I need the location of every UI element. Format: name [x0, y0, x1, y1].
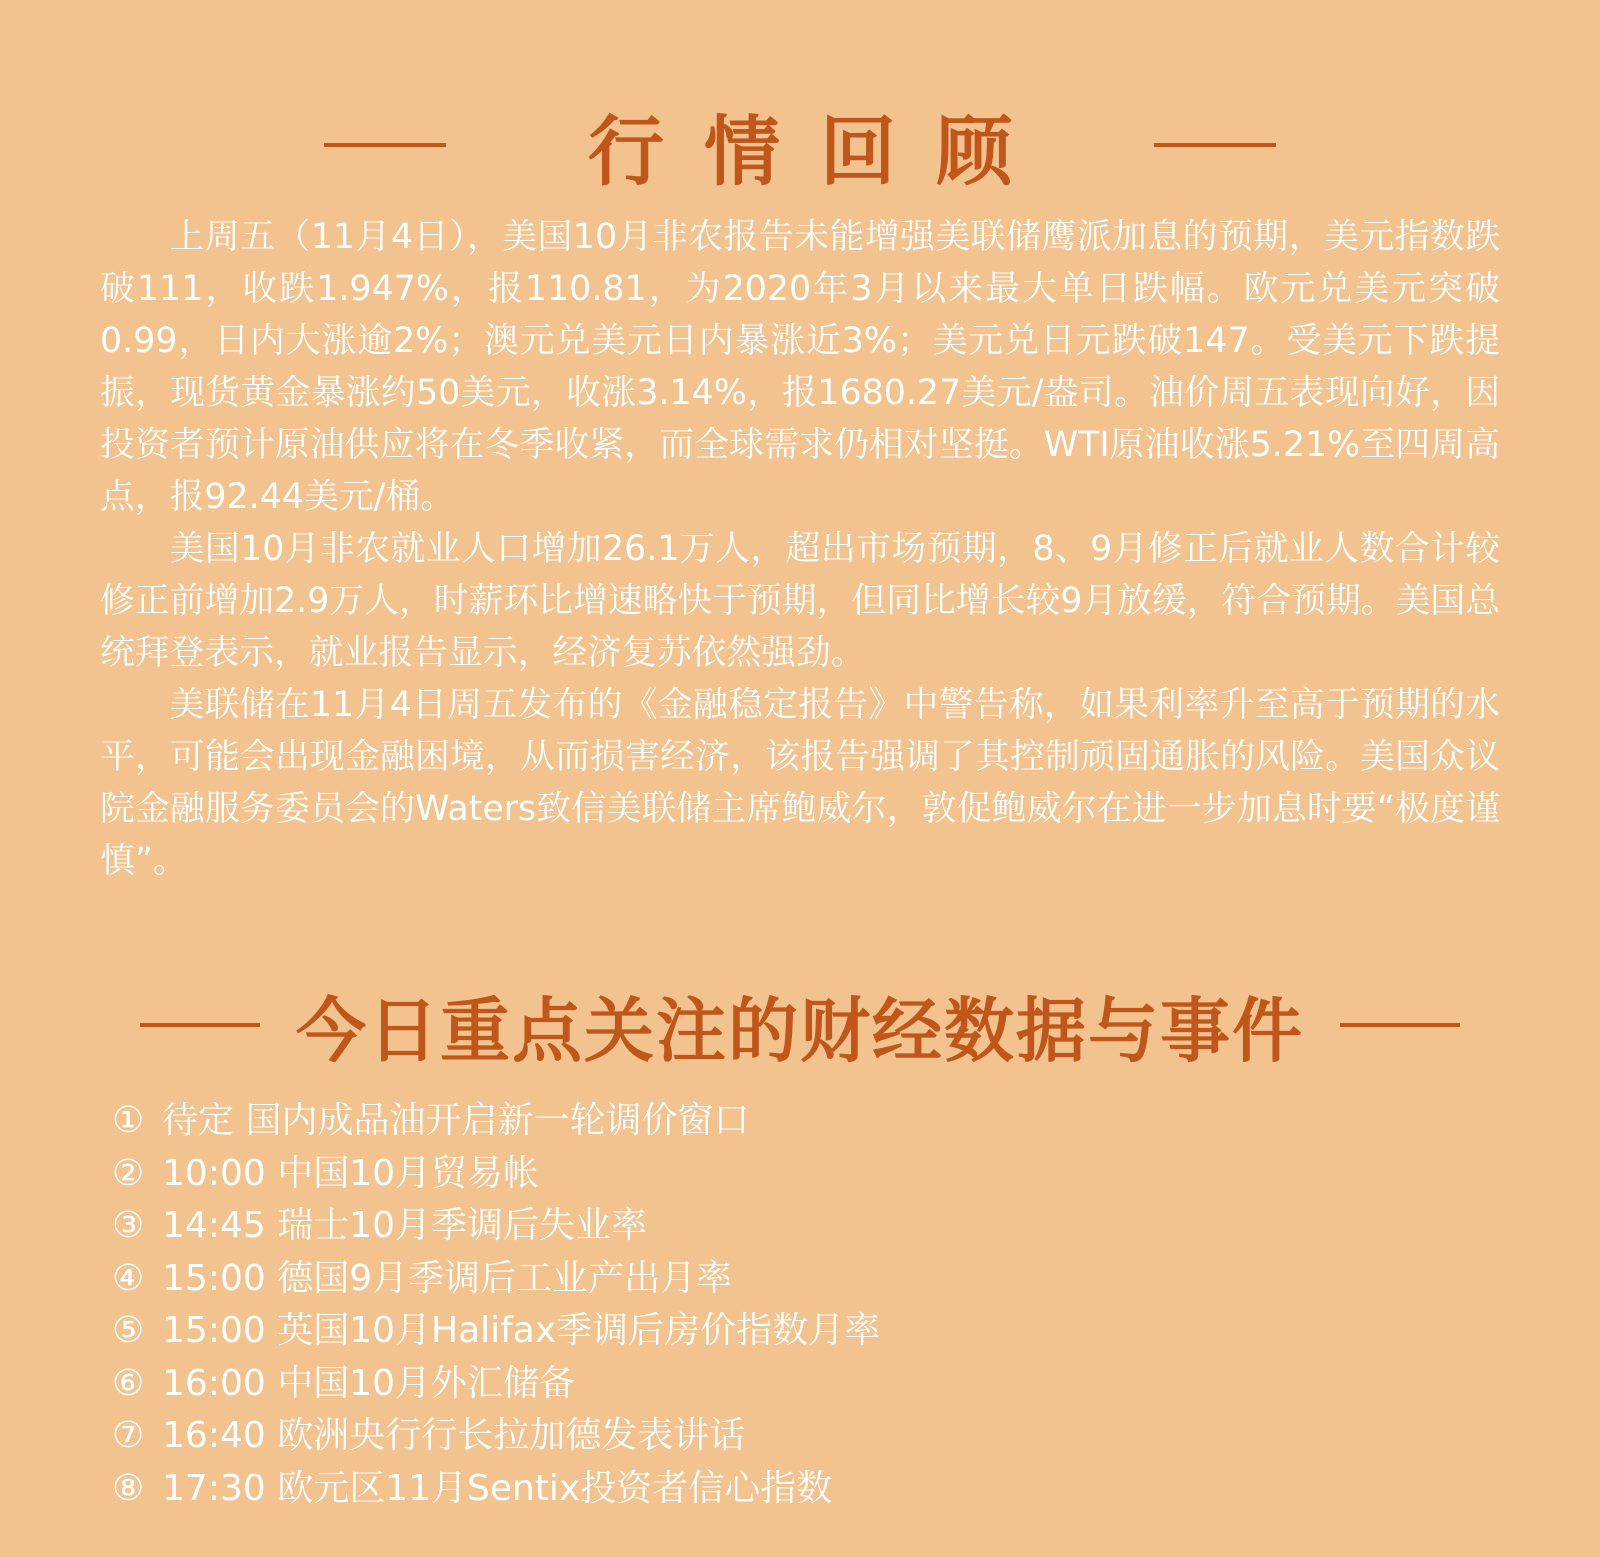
heading-rule-right: [1340, 1023, 1460, 1027]
events-list: [112, 1095, 880, 1515]
event-text: 17:30 欧元区11月Sentix投资者信心指数: [162, 1467, 833, 1509]
event-item: [112, 1463, 880, 1516]
event-number: ③: [112, 1205, 145, 1246]
event-text: 待定 国内成品油开启新一轮调价窗口: [162, 1100, 750, 1141]
event-number: ⑦: [112, 1415, 145, 1456]
event-item: [112, 1305, 880, 1358]
event-item: [112, 1358, 880, 1411]
event-item: [112, 1148, 880, 1201]
event-text: 15:00 德国9月季调后工业产出月率: [162, 1257, 733, 1299]
event-item: [112, 1200, 880, 1253]
event-number: ⑥: [112, 1362, 145, 1404]
heading-rule-left: [140, 1023, 260, 1027]
event-item: [112, 1410, 880, 1463]
event-text: 14:45 瑞士10月季调后失业率: [162, 1205, 647, 1246]
heading-rule-right: [1154, 143, 1276, 147]
event-item: [112, 1253, 880, 1306]
market-review-title: 行情回顾: [588, 106, 1052, 196]
events-title: 今日重点关注的财经数据与事件: [296, 989, 1304, 1072]
event-number: ②: [112, 1152, 145, 1194]
review-paragraph: 美联储在11月4日周五发布的《金融稳定报告》中警告称，如果利率升至高于预期的水平，可能会出现金融困境，从而损害经济，该报告强调了其控制顽固通胀的风险。美国众议院金融服务委员会的Waters致信美联储主席鲍威尔，敦促鲍威尔在进一步加息时要“极度谨慎”。: [100, 685, 1500, 881]
event-number: ④: [112, 1257, 145, 1299]
event-text: 10:00 中国10月贸易帐: [162, 1152, 539, 1194]
review-paragraph: 美国10月非农就业人口增加26.1万人，超出市场预期，8、9月修正后就业人数合计较修正前增加2.9万人，时薪环比增速略快于预期，但同比增长较9月放缓，符合预期。美国总统拜登表示，就业报告显示，经济复苏依然强劲。: [100, 529, 1500, 673]
section-heading-market-review: [0, 100, 1600, 196]
heading-rule-left: [324, 143, 446, 147]
event-number: ①: [112, 1100, 145, 1141]
review-paragraph: 上周五（11月4日），美国10月非农报告未能增强美联储鹰派加息的预期，美元指数跌破111，收跌1.947%，报110.81，为2020年3月以来最大单日跌幅。欧元兑美元突破0.99，日内大涨逾2%；澳元兑美元日内暴涨近3%；美元兑日元跌破147。受美元下跌提振，现货黄金暴涨约50美元，收涨3.14%，报1680.27美元/盎司。油价周五表现向好，因投资者预计原油供应将在冬季收紧，而全球需求仍相对坚挺。WTI原油收涨5.21%至四周高点，报92.44美元/桶。: [100, 217, 1500, 517]
event-text: 16:40 欧洲央行行长拉加德发表讲话: [162, 1415, 746, 1456]
event-number: ⑧: [112, 1467, 145, 1509]
event-text: 15:00 英国10月Halifax季调后房价指数月率: [162, 1310, 881, 1351]
market-review-body: [100, 211, 1500, 887]
event-item: [112, 1095, 880, 1148]
section-heading-events: [0, 980, 1600, 1070]
event-number: ⑤: [112, 1310, 145, 1351]
event-text: 16:00 中国10月外汇储备: [162, 1362, 575, 1404]
